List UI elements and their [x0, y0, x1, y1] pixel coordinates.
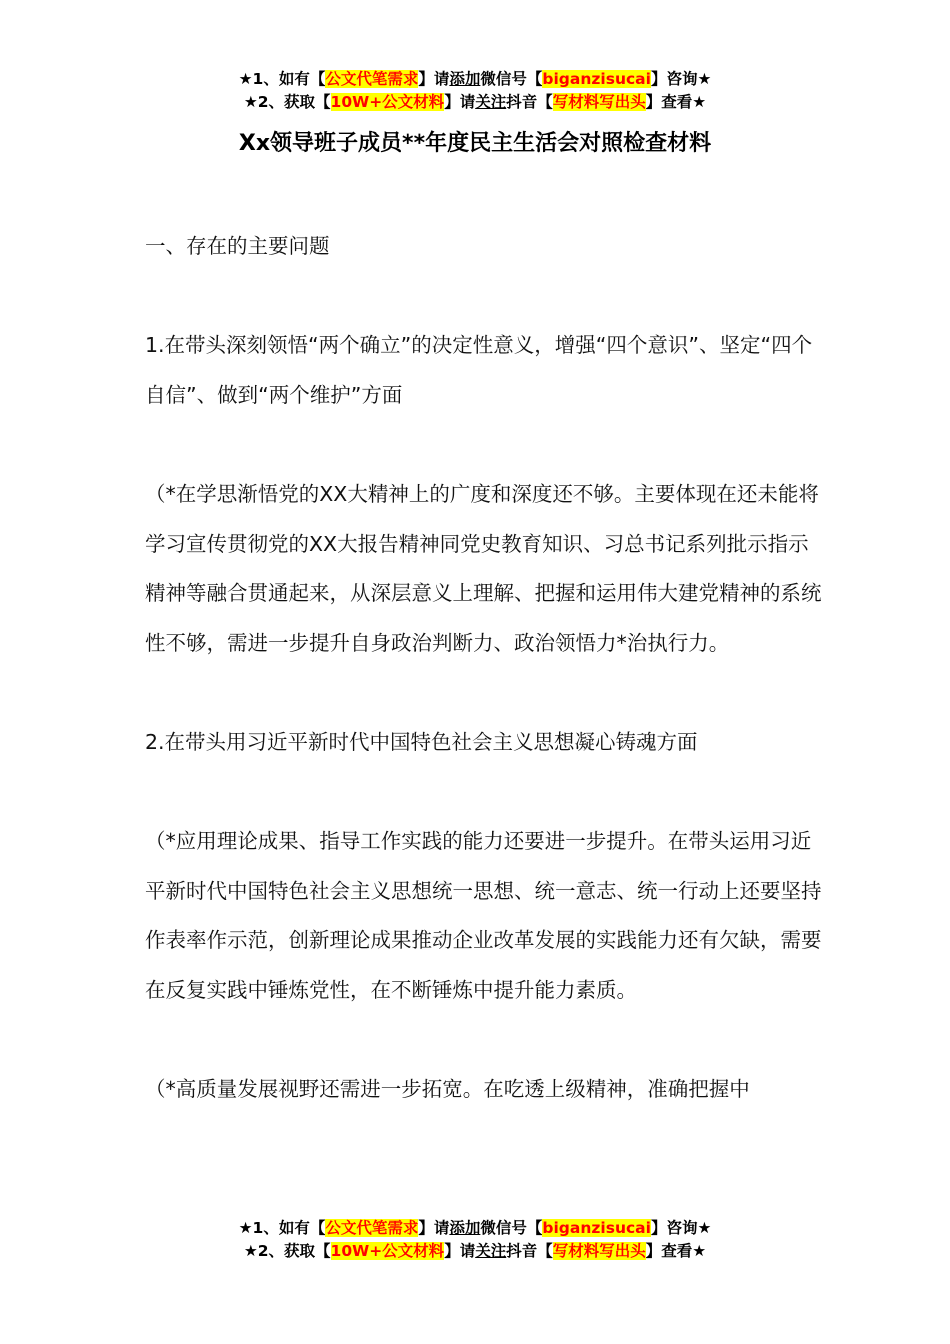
promo-text: 】请: [418, 1219, 450, 1237]
promo-text: 】请: [444, 93, 476, 111]
promo-text: 微信号【: [480, 70, 543, 88]
paragraph-item-1-detail: （*在学思渐悟党的XX大精神上的广度和深度还不够。主要体现在还未能将学习宣传贯彻党的XX大报告精神同党史教育知识、习总书记系列批示指示精神等融合贯通起来，从深层意义上理解、把握和运用伟大建党精神的系统性不够，需进一步提升自身政治判断力、政治领悟力*治执行力。: [145, 481, 822, 655]
paragraph-item-2-detail-continued: （*高质量发展视野还需进一步拓宽。在吃透上级精神，准确把握中: [145, 1077, 750, 1102]
header-promo-banner: [0, 68, 950, 114]
paragraph-item-2-detail: （*应用理论成果、指导工作实践的能力还要进一步提升。在带头运用习近平新时代中国特色社会主义思想统一思想、统一意志、统一行动上还要坚持作表率作示范，创新理论成果推动企业改革发展的实践能力还有欠缺，需要在反复实践中锤炼党性，在不断锤炼中提升能力素质。: [145, 829, 822, 1002]
footer-promo-banner: [0, 1217, 950, 1263]
promo-text: 微信号【: [480, 1219, 543, 1237]
paragraph-item-1-heading: 1.在带头深刻领悟“两个确立”的决定性意义，增强“四个意识”、坚定“四个自信”、做到“两个维护”方面: [145, 333, 813, 407]
promo-highlight: 10W+公文材料: [330, 93, 445, 111]
promo-line-1: [0, 1217, 950, 1240]
promo-text: 抖音【: [506, 93, 553, 111]
promo-underlined: 添加: [449, 1219, 481, 1237]
promo-highlight-douyin-id: 写材料写出头: [552, 93, 646, 111]
promo-text: ★2、获取【: [243, 1242, 331, 1260]
promo-text: 】查看★: [645, 1242, 707, 1260]
promo-highlight: 公文代笔需求: [325, 70, 419, 88]
section-heading: 一、存在的主要问题: [145, 234, 330, 258]
promo-line-1: [0, 68, 950, 91]
promo-text: ★2、获取【: [243, 93, 331, 111]
promo-text: 抖音【: [506, 1242, 553, 1260]
promo-highlight-wechat-id: biganzisucai: [542, 1219, 651, 1237]
promo-text: ★1、如有【: [238, 1219, 326, 1237]
promo-highlight: 10W+公文材料: [330, 1242, 445, 1260]
promo-text: 】咨询★: [650, 70, 712, 88]
promo-highlight-wechat-id: biganzisucai: [542, 70, 651, 88]
promo-underlined: 关注: [475, 93, 507, 111]
document-title: Xx领导班子成员**年度民主生活会对照检查材料: [238, 131, 712, 156]
promo-text: 】请: [418, 70, 450, 88]
promo-text: 】咨询★: [650, 1219, 712, 1237]
promo-underlined: 关注: [475, 1242, 507, 1260]
promo-text: ★1、如有【: [238, 70, 326, 88]
document-body: [145, 222, 825, 1164]
paragraph-item-2-heading: 2.在带头用习近平新时代中国特色社会主义思想凝心铸魂方面: [145, 729, 698, 754]
promo-text: 】请: [444, 1242, 476, 1260]
promo-line-2: [0, 91, 950, 114]
promo-text: 】查看★: [645, 93, 707, 111]
promo-highlight-douyin-id: 写材料写出头: [552, 1242, 646, 1260]
promo-line-2: [0, 1240, 950, 1263]
promo-underlined: 添加: [449, 70, 481, 88]
promo-highlight: 公文代笔需求: [325, 1219, 419, 1237]
